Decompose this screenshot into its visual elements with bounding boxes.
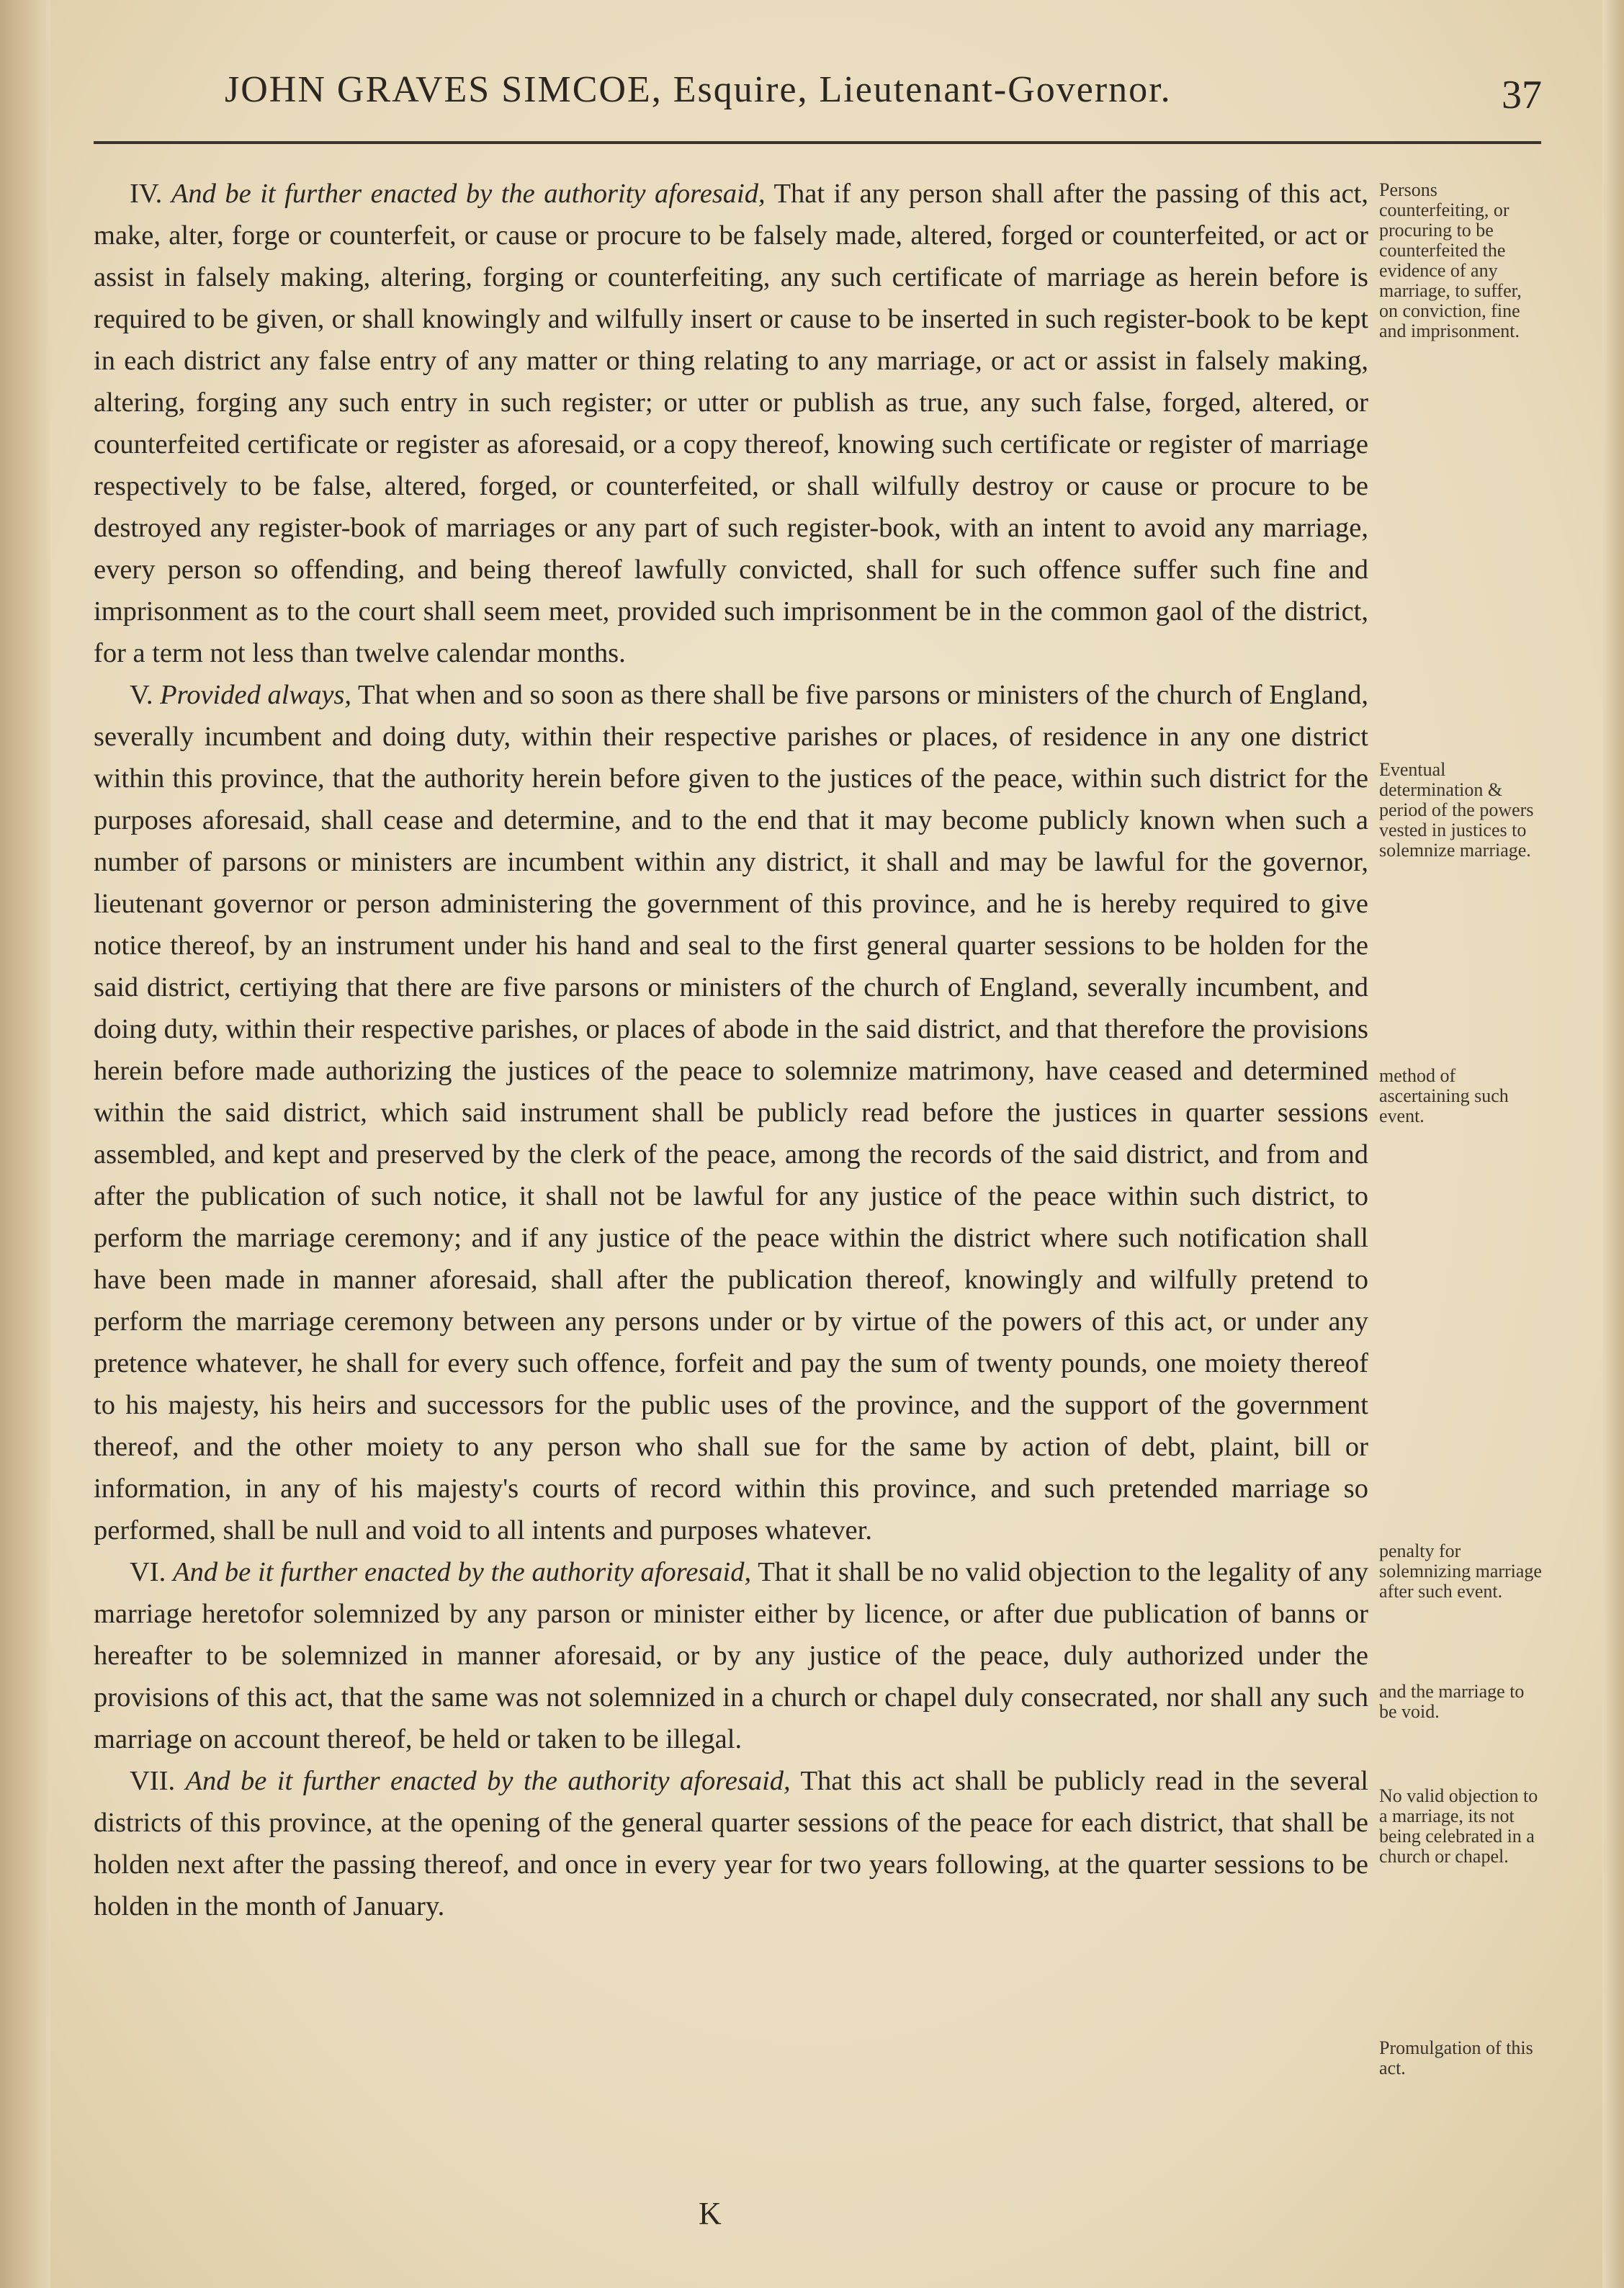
header-rule <box>94 141 1541 144</box>
section-v <box>94 674 1368 1551</box>
enacting-clause: And be it further enacted by the authority aforesaid, <box>171 179 766 209</box>
marginal-note-eventual-determination: Eventual determination & period of the powers vested in justices to solemnize marriage. <box>1379 759 1534 861</box>
marginal-note-counterfeiting: Persons counterfeiting, or procuring to be counterfeited the evidence of any marriage, to suffer, on conviction, fine and imprisonment. <box>1379 179 1522 341</box>
enacting-clause: Provided always, <box>160 680 352 710</box>
page-number: 37 <box>1502 73 1542 117</box>
section-vi <box>94 1551 1368 1760</box>
marginal-note-promulgation: Promulgation of this act. <box>1379 2037 1533 2078</box>
section-number: VI. <box>130 1557 166 1587</box>
signature-mark: K <box>699 2196 722 2231</box>
marginal-note-method: method of ascertaining such event. <box>1379 1065 1509 1126</box>
section-text: That this act shall be publicly read in the several districts of this province, at the opening of the general quarter sessions of the peace for each district, that shall be holden next after the passing thereof, and once in every year for two years following, at the quarter sessions to be holden in the month of January. <box>94 1766 1368 1921</box>
page-right-edge <box>1602 0 1624 2288</box>
section-text: That it shall be no valid objection to the legality of any marriage heretofor solemnized by any parson or minister either by licence, or after due publication of banns or hereafter to be solemnized in manner aforesaid, or by any justice of the peace, duly authorized under the provisions of this act, that the same was not solemnized in a church or chapel duly consecrated, nor shall any such marriage on account thereof, be held or taken to be illegal. <box>94 1557 1368 1754</box>
marginal-note-penalty: penalty for solemnizing marriage after such event. <box>1379 1540 1542 1602</box>
section-vii <box>94 1760 1368 1927</box>
section-text: That when and so soon as there shall be five parsons or ministers of the church of England, severally incumbent and doing duty, within their respective parishes or places, of residence in any one district within this province, that the authority herein before given to the justices of the peace, within such district for the purposes aforesaid, shall cease and determine, and to the end that it may become publicly known when such a number of parsons or ministers are incumbent within any district, it shall and may be lawful for the governor, lieutenant governor or person administering the government of this province, and he is hereby required to give notice thereof, by an instrument under his hand and seal to the first general quarter sessions to be holden for the said district, certiying that there are five parsons or ministers of the church of England, severally incumbent, and doing duty, within their respective parishes, or places of abode in the said district, and that therefore the provisions herein before made authorizing the justices of the peace to solemnize matrimony, have ceased and determined within the said district, which said instrument shall be publicly read before the justices in quarter sessions assembled, and kept and preserved by the clerk of the peace, among the records of the said district, and from and after the publication of such notice, it shall not be lawful for any justice of the peace within such district, to perform the marriage ceremony; and if any justice of the peace within the district where such notification shall have been made in manner aforesaid, shall after the publication thereof, knowingly and wilfully pretend to perform the marriage ceremony between any persons under or by virtue of the powers of this act, or under any pretence whatever, he shall for every such offence, forfeit and pay the sum of twenty pounds, one moiety thereof to his majesty, his heirs and successors for the public uses of the province, and the support of the government thereof, and the other moiety to any person who shall sue for the same by action of debt, plaint, bill or information, in any of his majesty's courts of record within this province, and such pretended marriage so performed, shall be null and void to all intents and purposes whatever. <box>94 680 1369 1545</box>
statute-body <box>94 173 1368 1927</box>
running-head: JOHN GRAVES SIMCOE, Esquire, Lieutenant-Governor. <box>225 69 1172 110</box>
section-text: That if any person shall after the passing of this act, make, alter, forge or counterfeit, or cause or procure to be falsely made, altered, forged or counterfeited, or act or assist in falsely making, altering, forging or counterfeiting, any such certificate of marriage as herein before is required to be given, or shall knowingly and wilfully insert or cause to be inserted in such register-book to be kept in each district any false entry of any matter or thing relating to any marriage, or act or assist in falsely making, altering, forging any such entry in such register; or utter or publish as true, any such false, forged, altered, or counterfeited certificate or register as aforesaid, or a copy thereof, knowing such certificate or register of marriage respectively to be false, altered, forged, or counterfeited, or shall wilfully destroy or cause or procure to be destroyed any register-book of marriages or any part of such register-book, with an intent to avoid any marriage, every person so offending, and being thereof lawfully convicted, shall for such offence suffer such fine and imprisonment as to the court shall seem meet, provided such imprisonment be in the common gaol of the district, for a term not less than twelve calendar months. <box>94 179 1368 668</box>
marginal-note-marriage-void: and the marriage to be void. <box>1379 1681 1525 1722</box>
enacting-clause: And be it further enacted by the authority aforesaid, <box>173 1557 752 1587</box>
section-iv <box>94 173 1368 674</box>
page-binding-edge <box>0 0 50 2288</box>
section-number: IV. <box>130 179 163 209</box>
section-number: V. <box>130 680 153 710</box>
marginal-note-no-valid-objection: No valid objection to a marriage, its not being celebrated in a church or chapel. <box>1379 1785 1538 1867</box>
enacting-clause: And be it further enacted by the authority aforesaid, <box>185 1766 791 1796</box>
section-number: VII. <box>130 1766 176 1796</box>
